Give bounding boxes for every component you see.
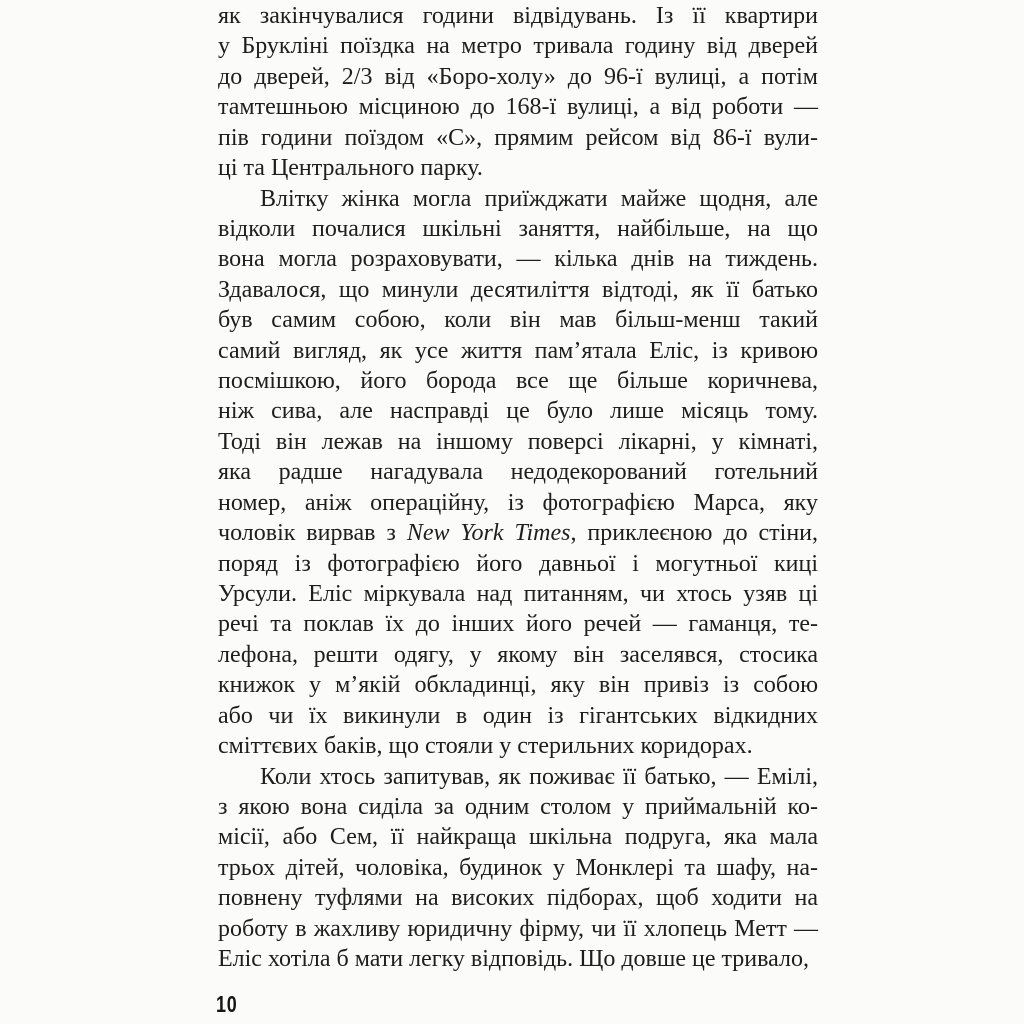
text-line: у Брукліні поїздка на метро тривала годину від дверей (218, 33, 818, 60)
text-line: до дверей, 2/3 від «Боро-холу» до 96-ї вулиці, а потім (218, 63, 818, 90)
text-line: повнену туфлями на високих підборах, щоб ходити на (218, 885, 818, 912)
page-text-block (218, 1, 818, 975)
text-line: сміттєвих баків, що стояли у стерильних коридорах. (218, 733, 753, 760)
text-line: був самим собою, коли він мав більш-менш такий (218, 307, 818, 334)
text-line: Урсули. Еліс міркувала над питанням, чи хтось узяв ці (218, 581, 818, 608)
text-line: Влітку жінка могла приїжджати майже щодня, але (260, 185, 818, 212)
text-line: Тоді він лежав на іншому поверсі лікарні, у кімнаті, (218, 428, 818, 455)
text-line: яка радше нагадувала недодекорований готельний (218, 459, 818, 486)
text-line: з якою вона сиділа за одним столом у приймальній ко- (218, 793, 818, 820)
text-line: поряд із фотографією його давньої і могутньої киці (218, 550, 818, 577)
text-line: тамтешньою місциною до 168-ї вулиці, а від роботи — (218, 94, 818, 121)
text-line: або чи їх викинули в один із гігантських відкидних (218, 702, 818, 729)
italic-title-segment: New York Times (406, 520, 571, 547)
page-number: 10 (216, 991, 238, 1017)
paragraph-2 (218, 184, 818, 762)
text-segment: чоловік вирвав з (218, 520, 407, 547)
text-line: місії, або Сем, її найкраща шкільна подруга, яка мала (218, 824, 818, 851)
text-line: Здавалося, що минули десятиліття відтоді, як її батько (218, 276, 818, 303)
text-line: книжок у м’якій обкладинці, яку він привіз із собою (218, 672, 818, 699)
text-line: пів години поїздом «С», прямим рейсом від 86-ї вули- (218, 124, 818, 151)
paragraph-3 (218, 762, 818, 975)
text-line: лефона, решти одягу, у якому він заселявся, стосика (218, 641, 818, 668)
text-segment: , приклеєною до стіни, (570, 520, 819, 547)
text-line: відколи почалися шкільні заняття, найбільше, на що (218, 215, 818, 242)
text-line: вона могла розраховувати, — кілька днів на тиждень. (218, 246, 818, 273)
text-line: речі та поклав їх до інших його речей — гаманця, те- (218, 611, 818, 638)
text-line-with-italic (218, 518, 818, 548)
text-line: Коли хтось запитував, як поживає її батько, — Емілі, (260, 763, 818, 790)
text-line: роботу в жахливу юридичну фірму, чи її хлопець Метт — (218, 915, 818, 942)
text-line: Еліс хотіла б мати легку відповідь. Що довше це тривало, (218, 946, 809, 973)
paragraph-1 (218, 1, 818, 184)
text-line: посмішкою, його борода все ще більше коричнева, (218, 368, 818, 395)
text-line: номер, аніж операційну, із фотографією Марса, яку (218, 489, 818, 516)
text-line: як закінчувалися години відвідувань. Із її квартири (218, 3, 818, 29)
text-line: ці та Центрального парку. (218, 155, 483, 182)
text-line: ніж сива, але насправді це було лише місяць тому. (218, 398, 818, 425)
text-line: трьох дітей, чоловіка, будинок у Монклері та шафу, на- (218, 854, 818, 881)
text-line: самий вигляд, як усе життя пам’ятала Еліс, із кривою (218, 337, 818, 364)
